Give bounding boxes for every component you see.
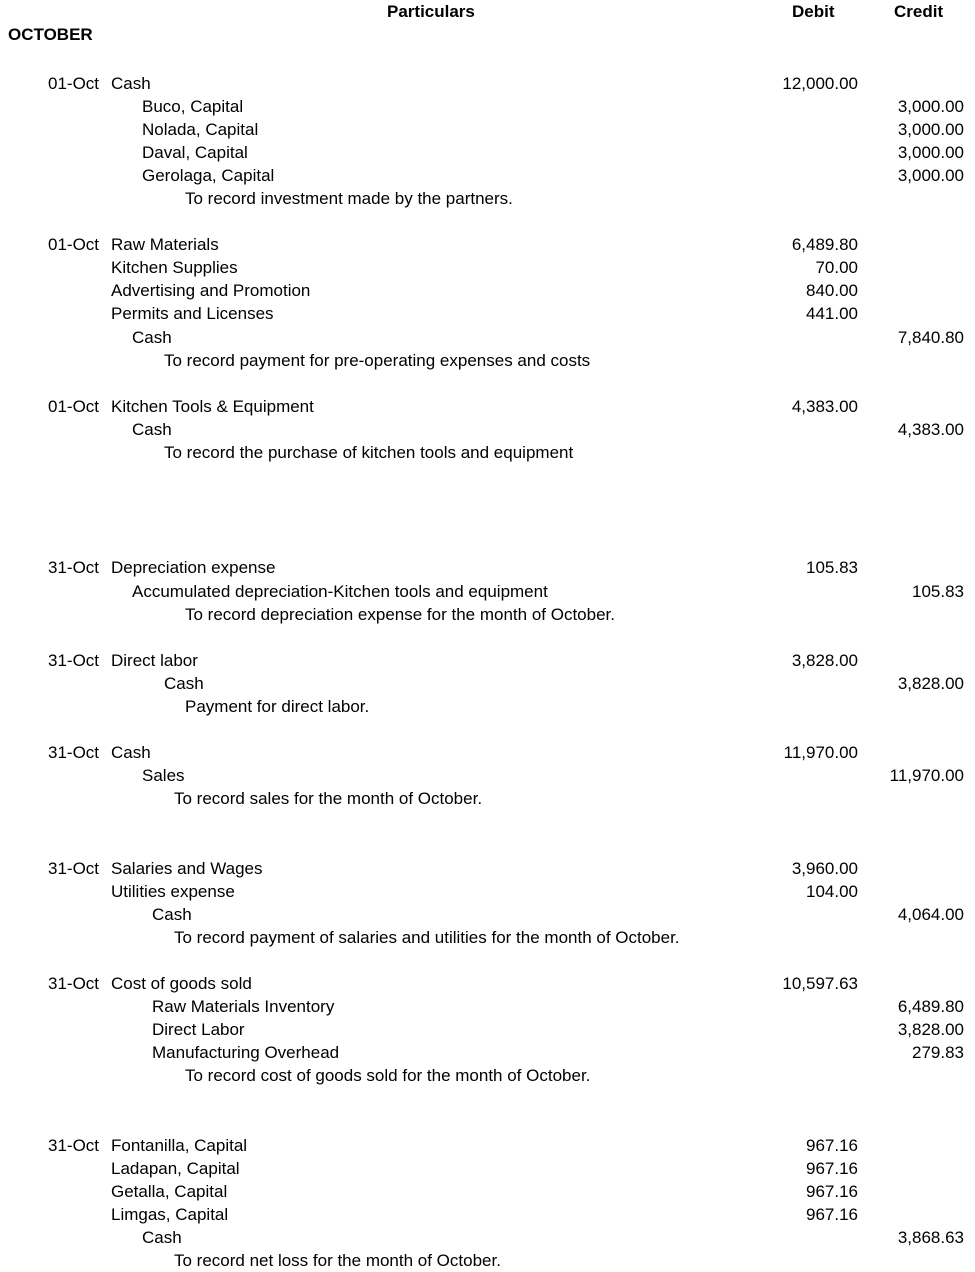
debit-amount: 104.00 <box>806 882 858 901</box>
account-particulars: Daval, Capital <box>142 143 248 162</box>
account-particulars: To record payment of salaries and utilities for the month of October. <box>174 928 680 947</box>
journal-row <box>0 649 975 672</box>
journal-row <box>0 926 975 949</box>
account-particulars: Sales <box>142 766 185 785</box>
credit-amount: 4,064.00 <box>897 905 964 924</box>
debit-header: Debit <box>792 2 835 21</box>
debit-amount: 70.00 <box>815 258 858 277</box>
journal-row <box>0 741 975 764</box>
credit-amount: 105.83 <box>912 582 964 601</box>
debit-amount: 4,383.00 <box>791 397 858 416</box>
journal-row <box>0 787 975 810</box>
account-particulars: Fontanilla, Capital <box>111 1136 248 1155</box>
journal-row <box>0 972 975 995</box>
credit-header: Credit <box>894 2 944 21</box>
entry-date: 31-Oct <box>48 651 100 670</box>
credit-amount: 3,000.00 <box>897 143 964 162</box>
debit-amount: 967.16 <box>806 1159 858 1178</box>
credit-amount: 3,000.00 <box>897 120 964 139</box>
journal-row <box>0 1041 975 1064</box>
account-particulars: Cash <box>164 674 204 693</box>
account-particulars: Cash <box>132 420 172 439</box>
debit-amount: 967.16 <box>806 1136 858 1155</box>
credit-amount: 4,383.00 <box>897 420 964 439</box>
account-particulars: To record net loss for the month of October. <box>174 1251 501 1270</box>
journal-row <box>0 326 975 349</box>
journal-row <box>0 302 975 325</box>
journal-row <box>0 395 975 418</box>
entry-date: 31-Oct <box>48 974 100 993</box>
account-particulars: Kitchen Tools & Equipment <box>111 397 314 416</box>
journal-row <box>0 672 975 695</box>
account-particulars: Buco, Capital <box>142 97 244 116</box>
credit-amount: 3,828.00 <box>897 674 964 693</box>
entry-date: 31-Oct <box>48 859 100 878</box>
debit-amount: 967.16 <box>806 1182 858 1201</box>
journal-row <box>0 118 975 141</box>
entry-date: 01-Oct <box>48 235 100 254</box>
journal-row <box>0 1226 975 1249</box>
account-particulars: To record cost of goods sold for the month of October. <box>185 1066 591 1085</box>
debit-amount: 840.00 <box>806 281 858 300</box>
account-particulars: To record depreciation expense for the month of October. <box>185 605 615 624</box>
journal-row <box>0 880 975 903</box>
debit-amount: 3,960.00 <box>791 859 858 878</box>
journal-row <box>0 1180 975 1203</box>
debit-amount: 967.16 <box>806 1205 858 1224</box>
entry-date: 31-Oct <box>48 558 100 577</box>
account-particulars: To record sales for the month of October. <box>174 789 483 808</box>
journal-row <box>0 603 975 626</box>
credit-amount: 3,868.63 <box>897 1228 964 1247</box>
account-particulars: Nolada, Capital <box>142 120 259 139</box>
journal-row <box>0 279 975 302</box>
account-particulars: Permits and Licenses <box>111 304 274 323</box>
journal-row <box>0 1157 975 1180</box>
credit-amount: 3,828.00 <box>897 1020 964 1039</box>
credit-amount: 279.83 <box>912 1043 964 1062</box>
journal-row <box>0 903 975 926</box>
account-particulars: Cash <box>132 328 172 347</box>
month-title: OCTOBER <box>8 25 93 44</box>
debit-amount: 12,000.00 <box>782 74 858 93</box>
journal-row <box>0 1018 975 1041</box>
account-particulars: Kitchen Supplies <box>111 258 238 277</box>
account-particulars: Raw Materials <box>111 235 219 254</box>
journal-row <box>0 141 975 164</box>
credit-amount: 3,000.00 <box>897 166 964 185</box>
account-particulars: Cash <box>111 74 151 93</box>
account-particulars: Cost of goods sold <box>111 974 252 993</box>
credit-amount: 6,489.80 <box>897 997 964 1016</box>
particulars-header: Particulars <box>387 2 475 21</box>
entry-date: 01-Oct <box>48 74 100 93</box>
account-particulars: Salaries and Wages <box>111 859 263 878</box>
account-particulars: Advertising and Promotion <box>111 281 311 300</box>
entry-date: 01-Oct <box>48 397 100 416</box>
journal-row <box>0 256 975 279</box>
journal-row <box>0 164 975 187</box>
journal-row <box>0 418 975 441</box>
journal-row <box>0 580 975 603</box>
journal-row <box>0 1134 975 1157</box>
debit-amount: 10,597.63 <box>782 974 858 993</box>
journal-row <box>0 1249 975 1272</box>
journal-row <box>0 857 975 880</box>
account-particulars: Cash <box>111 743 151 762</box>
journal-row <box>0 72 975 95</box>
account-particulars: Payment for direct labor. <box>185 697 370 716</box>
debit-amount: 11,970.00 <box>783 743 858 762</box>
journal-row <box>0 1064 975 1087</box>
entry-date: 31-Oct <box>48 743 100 762</box>
journal-row <box>0 441 975 464</box>
journal-row <box>0 764 975 787</box>
account-particulars: Utilities expense <box>111 882 235 901</box>
account-particulars: Manufacturing Overhead <box>152 1043 340 1062</box>
journal-row <box>0 695 975 718</box>
credit-amount: 7,840.80 <box>897 328 964 347</box>
account-particulars: Direct Labor <box>152 1020 245 1039</box>
journal-row <box>0 995 975 1018</box>
debit-amount: 3,828.00 <box>791 651 858 670</box>
account-particulars: Ladapan, Capital <box>111 1159 240 1178</box>
account-particulars: Limgas, Capital <box>111 1205 229 1224</box>
account-particulars: To record payment for pre-operating expenses and costs <box>164 351 591 370</box>
account-particulars: Cash <box>152 905 192 924</box>
account-particulars: Gerolaga, Capital <box>142 166 275 185</box>
journal-row <box>0 187 975 210</box>
credit-amount: 11,970.00 <box>889 766 964 785</box>
entry-date: 31-Oct <box>48 1136 100 1155</box>
account-particulars: Accumulated depreciation-Kitchen tools and equipment <box>132 582 548 601</box>
account-particulars: Direct labor <box>111 651 198 670</box>
account-particulars: To record investment made by the partners. <box>185 189 513 208</box>
debit-amount: 441.00 <box>806 304 858 323</box>
account-particulars: Getalla, Capital <box>111 1182 228 1201</box>
account-particulars: Cash <box>142 1228 182 1247</box>
journal-row <box>0 233 975 256</box>
account-particulars: Depreciation expense <box>111 558 276 577</box>
debit-amount: 105.83 <box>806 558 858 577</box>
journal-row <box>0 95 975 118</box>
account-particulars: Raw Materials Inventory <box>152 997 335 1016</box>
debit-amount: 6,489.80 <box>791 235 858 254</box>
journal-row <box>0 556 975 579</box>
account-particulars: To record the purchase of kitchen tools and equipment <box>164 443 574 462</box>
journal-row <box>0 349 975 372</box>
journal-row <box>0 1203 975 1226</box>
credit-amount: 3,000.00 <box>897 97 964 116</box>
